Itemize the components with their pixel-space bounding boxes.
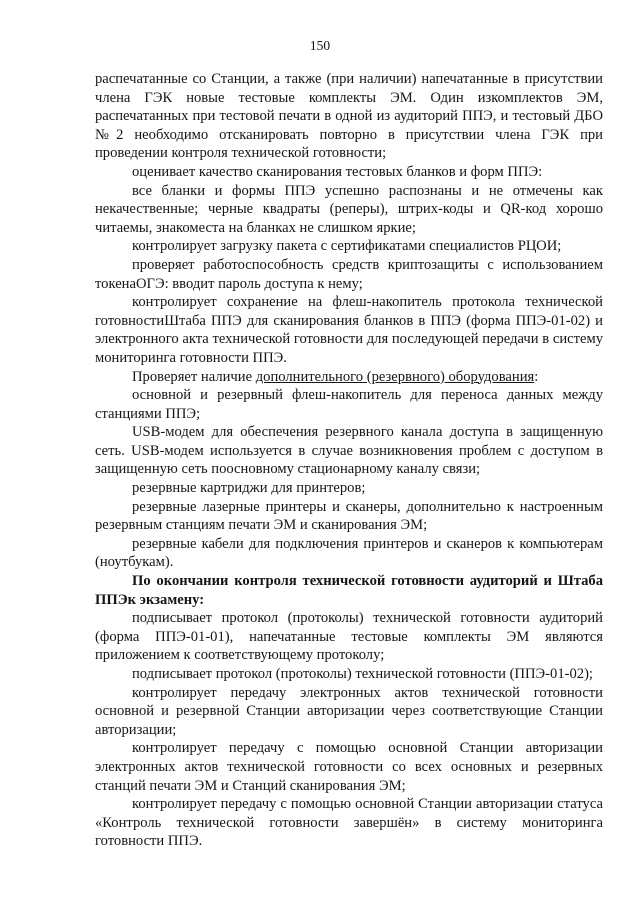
paragraph-certificates: контролирует загрузку пакета с сертификатами специалистов РЦОИ; [132, 238, 562, 255]
paragraph-sign-protocol-01-02: подписывает протокол (протоколы) технической готовности (ППЭ-01-02); [132, 666, 593, 682]
paragraph-crypto-check: проверяет работоспособность средств криптозащиты с использованием токенаОГЭ: вводит пароль доступа к нему; [95, 256, 603, 292]
paragraph-transfer-auth-acts: контролирует передачу электронных актов технической готовности основной и резервной Станции авторизации через соответствующие Станции авторизации; [95, 684, 603, 738]
backup-equipment-lead: Проверяет наличие [132, 368, 256, 385]
paragraph-printers-scanners: резервные лазерные принтеры и сканеры, дополнительно к настроенным резервным станциям печати ЭМ и сканирования ЭМ; [95, 498, 603, 534]
paragraph-backup-equipment [95, 368, 603, 387]
paragraph-flash-drives: основной и резервный флеш-накопитель для переноса данных между станциями ППЭ; [95, 387, 603, 422]
paragraph-cartridges: резервные картриджи для принтеров; [132, 480, 366, 497]
paragraph-forms-recognized: все бланки и формы ППЭ успешно распознаны и не отмечены как некачественные; черные квадраты (реперы), штрих-коды и QR-код хорошо читаемы, знакоместа на бланках не слишком яркие; [95, 182, 603, 236]
body-text [95, 70, 603, 851]
paragraph-continuation: распечатанные со Станции, а также (при наличии) напечатанные в присутствии члена ГЭК новые тестовые комплекты ЭМ. Один изкомплектов ЭМ, распечатанных при тестовой печати в одной из аудиторий ППЭ, и тестовый ДБО №2 необходимо отсканировать повторно в присутствии члена ГЭК при проведении контроля технической готовности; [95, 71, 603, 162]
paragraph-transfer-all-acts: контролирует передачу с помощью основной Станции авторизации электронных актов технической готовности со всех основных и резервных станций печати ЭМ и Станций сканирования ЭМ; [95, 740, 603, 794]
backup-equipment-underlined: дополнительного (резервного) оборудования [255, 368, 535, 385]
paragraph-sign-protocol-01-01: подписывает протокол (протоколы) технической готовности аудиторий (форма ППЭ-01-01), напечатанные тестовые комплекты ЭМ являются приложением к соответствующему протоколу; [95, 610, 603, 664]
paragraph-transfer-status: контролирует передачу с помощью основной Станции авторизации статуса «Контроль технической готовности завершён» в систему мониторинга готовности ППЭ. [95, 796, 603, 850]
section-heading: По окончании контроля технической готовности аудиторий и Штаба ППЭк экзамену: [95, 573, 603, 608]
backup-equipment-colon: : [534, 368, 539, 385]
page-number: 150 [309, 38, 331, 53]
paragraph-cables: резервные кабели для подключения принтеров и сканеров к компьютерам (ноутбукам). [95, 535, 603, 571]
paragraph-usb-modem: USB-модем для обеспечения резервного канала доступа в защищенную сеть. USB-модем используется в случае возникновения проблем с доступом в защищенную сеть поосновному стационарному каналу связи; [95, 424, 603, 478]
paragraph-scan-quality: оценивает качество сканирования тестовых бланков и форм ППЭ: [132, 163, 543, 180]
paragraph-flash-save: контролирует сохранение на флеш-накопитель протокола технической готовностиШтаба ППЭ для сканирования бланков в ППЭ (форма ППЭ-01-02) и электронного акта технической готовности для последующей передачи в систему мониторинга готовности ППЭ. [95, 294, 603, 366]
